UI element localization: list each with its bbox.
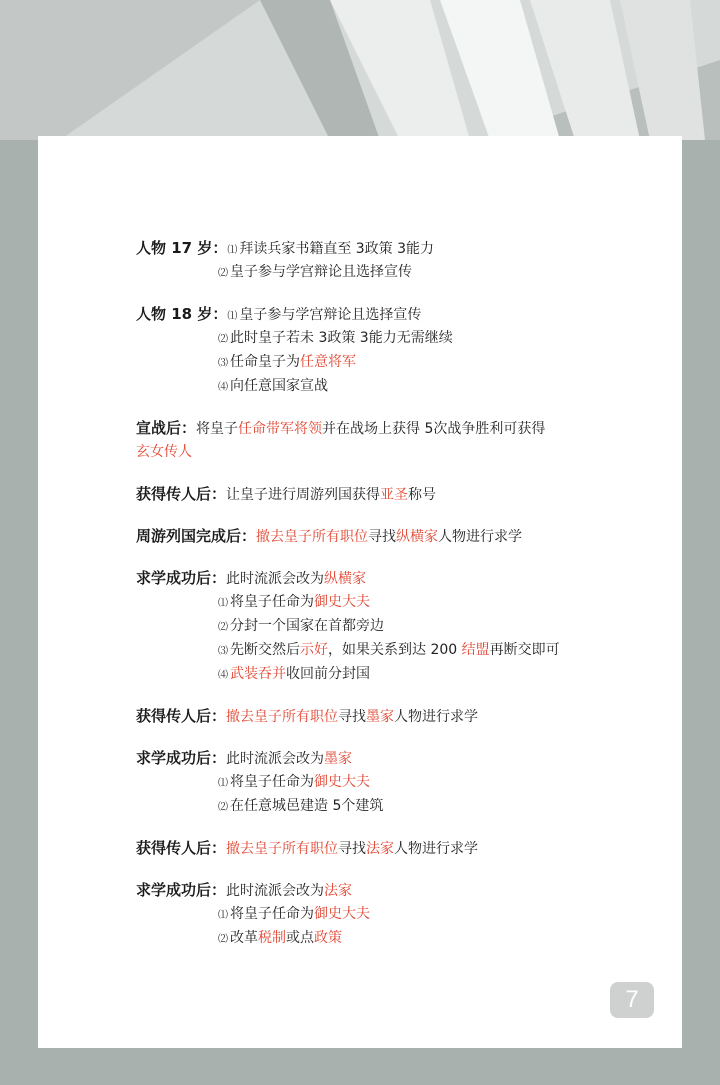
highlight-text: 纵横家 — [396, 529, 439, 545]
body-text: 皇子参与学宫辩论且选择宣传 — [230, 264, 412, 280]
body-text: 将皇子 — [196, 421, 239, 437]
list-number: ⑵ — [218, 622, 228, 633]
section-label: 求学成功后： — [136, 881, 227, 899]
section-label: 求学成功后： — [136, 569, 227, 587]
body-text: 称号 — [408, 487, 437, 503]
list-number: ⑴ — [227, 311, 238, 322]
highlight-text: 法家 — [366, 841, 395, 857]
section-label: 人物 17 岁： — [136, 239, 228, 257]
list-item — [136, 374, 656, 398]
guide-section — [136, 566, 656, 686]
section-label: 周游列国完成后： — [136, 527, 257, 545]
guide-content — [136, 236, 656, 950]
highlight-text: 政策 — [314, 930, 342, 946]
highlight-text: 墨家 — [366, 709, 395, 725]
body-text: 此时流派会改为 — [226, 883, 325, 899]
section-heading-line — [136, 524, 656, 548]
highlight-text: 撤去皇子所有职位 — [226, 709, 339, 725]
list-number: ⑵ — [218, 802, 228, 813]
list-item — [136, 326, 656, 350]
section-heading-line — [136, 836, 656, 860]
body-text: 先断交然后 — [230, 642, 300, 658]
section-heading-line — [136, 236, 656, 260]
highlight-text: 法家 — [324, 883, 353, 899]
highlight-text: 玄女传人 — [136, 444, 192, 460]
list-number: ⑷ — [218, 382, 228, 393]
list-item — [136, 638, 656, 662]
body-text: 收回前分封国 — [286, 666, 370, 682]
body-text: 此时流派会改为 — [226, 751, 325, 767]
guide-section — [136, 302, 656, 398]
body-text: 将皇子任命为 — [230, 774, 314, 790]
section-heading-line — [136, 566, 656, 590]
list-number: ⑴ — [227, 245, 238, 256]
section-label: 宣战后： — [136, 419, 197, 437]
body-text: 在任意城邑建造 5个建筑 — [230, 798, 384, 814]
section-label: 获得传人后： — [136, 839, 227, 857]
section-heading-line — [136, 746, 656, 770]
body-text: 向任意国家宣战 — [230, 378, 328, 394]
body-text: 寻找 — [338, 709, 367, 725]
page-sheet — [38, 136, 682, 1048]
body-text: 让皇子进行周游列国获得 — [226, 487, 381, 503]
highlight-text: 示好 — [300, 642, 328, 658]
body-text: 寻找 — [338, 841, 367, 857]
list-number: ⑶ — [218, 646, 228, 657]
highlight-text: 撤去皇子所有职位 — [256, 529, 369, 545]
section-label: 获得传人后： — [136, 707, 227, 725]
list-item — [136, 350, 656, 374]
guide-section — [136, 836, 656, 860]
section-heading-line — [136, 482, 656, 506]
section-label: 获得传人后： — [136, 485, 227, 503]
list-number: ⑷ — [218, 670, 228, 681]
highlight-text: 亚圣 — [380, 487, 409, 503]
architecture-background — [0, 0, 720, 140]
section-heading-line — [136, 302, 656, 326]
guide-section — [136, 524, 656, 548]
body-text: 人物进行求学 — [438, 529, 523, 545]
list-number: ⑴ — [218, 598, 228, 609]
highlight-text: 任意将军 — [300, 354, 356, 370]
list-item — [136, 770, 656, 794]
guide-section — [136, 704, 656, 728]
highlight-text: 御史大夫 — [314, 774, 370, 790]
body-text: 并在战场上获得 5次战争胜利可获得 — [322, 421, 546, 437]
page-number: 7 — [610, 982, 654, 1018]
list-number: ⑴ — [218, 910, 228, 921]
section-label: 人物 18 岁： — [136, 305, 228, 323]
body-text: 将皇子任命为 — [230, 594, 314, 610]
body-text: 再断交即可 — [489, 642, 560, 658]
section-heading-line — [136, 416, 656, 440]
body-text: ，如果关系到达 200 — [328, 642, 462, 658]
body-text: 或点 — [286, 930, 314, 946]
body-text: 分封一个国家在首都旁边 — [230, 618, 384, 634]
list-item — [136, 614, 656, 638]
list-item — [136, 926, 656, 950]
body-text: 寻找 — [368, 529, 397, 545]
highlight-text: 武装吞并 — [230, 666, 286, 682]
list-number: ⑴ — [218, 778, 228, 789]
body-text: 任命皇子为 — [230, 354, 300, 370]
body-text: 拜读兵家书籍直至 3政策 3能力 — [239, 241, 435, 257]
body-text: 此时皇子若未 3政策 3能力无需继续 — [230, 330, 453, 346]
body-text: 皇子参与学宫辩论且选择宣传 — [239, 307, 422, 323]
body-text: 将皇子任命为 — [230, 906, 314, 922]
section-label: 求学成功后： — [136, 749, 227, 767]
body-text: 改革 — [230, 930, 258, 946]
guide-section — [136, 236, 656, 284]
body-text: 此时流派会改为 — [226, 571, 325, 587]
list-item — [136, 260, 656, 284]
list-item — [136, 662, 656, 686]
highlight-text: 税制 — [258, 930, 286, 946]
list-number: ⑵ — [218, 934, 228, 945]
guide-section — [136, 878, 656, 950]
body-text: 人物进行求学 — [394, 709, 479, 725]
highlight-text: 御史大夫 — [314, 906, 370, 922]
highlight-text: 纵横家 — [324, 571, 367, 587]
body-text: 人物进行求学 — [394, 841, 479, 857]
section-heading-line — [136, 704, 656, 728]
guide-section — [136, 746, 656, 818]
guide-section — [136, 482, 656, 506]
wrapped-line — [136, 440, 656, 464]
guide-section — [136, 416, 656, 464]
list-number: ⑵ — [218, 268, 228, 279]
list-number: ⑶ — [218, 358, 228, 369]
highlight-text: 结盟 — [461, 642, 490, 658]
list-item — [136, 794, 656, 818]
list-item — [136, 590, 656, 614]
list-item — [136, 902, 656, 926]
section-heading-line — [136, 878, 656, 902]
highlight-text: 墨家 — [324, 751, 353, 767]
highlight-text: 任命带军将领 — [238, 421, 323, 437]
highlight-text: 御史大夫 — [314, 594, 370, 610]
list-number: ⑵ — [218, 334, 228, 345]
highlight-text: 撤去皇子所有职位 — [226, 841, 339, 857]
